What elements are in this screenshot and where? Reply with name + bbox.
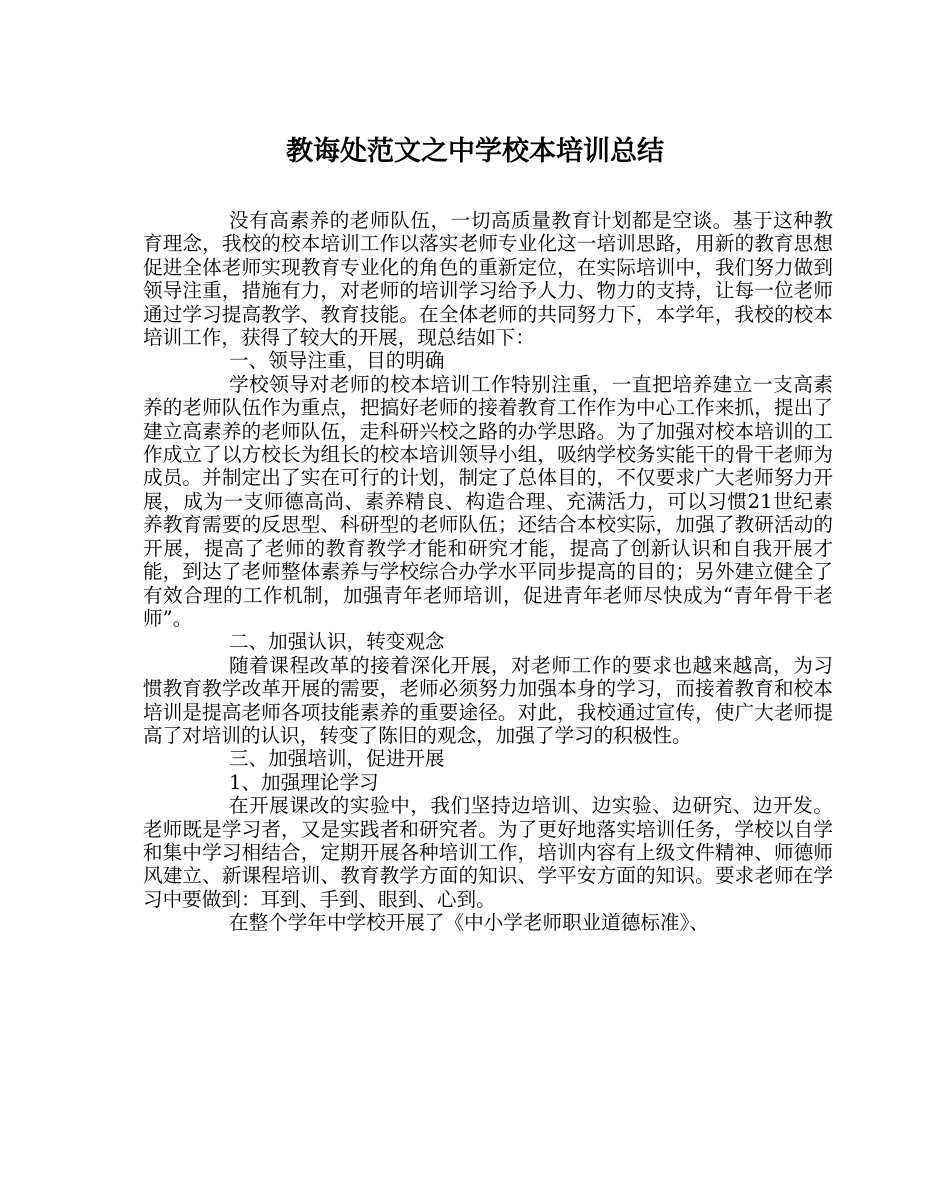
document-title: 教诲处范文之中学校本培训总结 bbox=[286, 136, 664, 167]
section-heading-1: 一、领导注重，目的明确 bbox=[229, 349, 445, 373]
document-body bbox=[143, 209, 833, 935]
section-heading-2: 二、加强认识，转变观念 bbox=[229, 630, 445, 654]
paragraph-intro: 没有高素养的老师队伍，一切高质量教育计划都是空谈。基于这种教育理念，我校的校本培训工作以落实老师专业化这一培训思路，用新的教育思想促进全体老师实现教育专业化的角色的重新定位，在实际培训中，我们努力做到领导注重，措施有力，对老师的培训学习给予人力、物力的支持，让每一位老师通过学习提高教学、教育技能。在全体老师的共同努力下，本学年，我校的校本培训工作，获得了较大的开展，现总结如下： bbox=[143, 209, 833, 350]
paragraph-awareness: 随着课程改革的接着深化开展，对老师工作的要求也越来越高，为习惯教育教学改革开展的需要，老师必须努力加强本身的学习，而接着教育和校本培训是提高老师各项技能素养的重要途径。对此，我校通过宣传，使广大老师提高了对培训的认识，转变了陈旧的观念，加强了学习的积极性。 bbox=[143, 653, 833, 747]
paragraph-continued: 在整个学年中学校开展了《中小学老师职业道德标准》、 bbox=[229, 911, 710, 935]
paragraph-theory: 在开展课改的实验中，我们坚持边培训、边实验、边研究、边开发。老师既是学习者，又是实践者和研究者。为了更好地落实培训任务，学校以自学和集中学习相结合，定期开展各种培训工作，培训内容有上级文件精神、师德师风建立、新课程培训、教育教学方面的知识、学平安方面的知识。要求老师在学习中要做到：耳到、手到、眼到、心到。 bbox=[143, 794, 833, 911]
paragraph-leadership: 学校领导对老师的校本培训工作特别注重，一直把培养建立一支高素养的老师队伍作为重点，把搞好老师的接着教育工作作为中心工作来抓，提出了建立高素养的老师队伍，走科研兴校之路的办学思路。为了加强对校本培训的工作成立了以方校长为组长的校本培训领导小组，吸纳学校务实能干的骨干老师为成员。并制定出了实在可行的计划，制定了总体目的，不仅要求广大老师努力开展，成为一支师德高尚、素养精良、构造合理、充满活力，可以习惯21世纪素养教育需要的反思型、科研型的老师队伍；还结合本校实际，加强了教研活动的开展，提高了老师的教育教学才能和研究才能，提高了创新认识和自我开展才能，到达了老师整体素养与学校综合办学水平同步提高的目的；另外建立健全了有效合理的工作机制，加强青年老师培训，促进青年老师尽快成为“青年骨干老师”。 bbox=[143, 372, 833, 630]
subsection-heading-1: 1、加强理论学习 bbox=[229, 770, 379, 794]
section-heading-3: 三、加强培训，促进开展 bbox=[229, 747, 445, 771]
